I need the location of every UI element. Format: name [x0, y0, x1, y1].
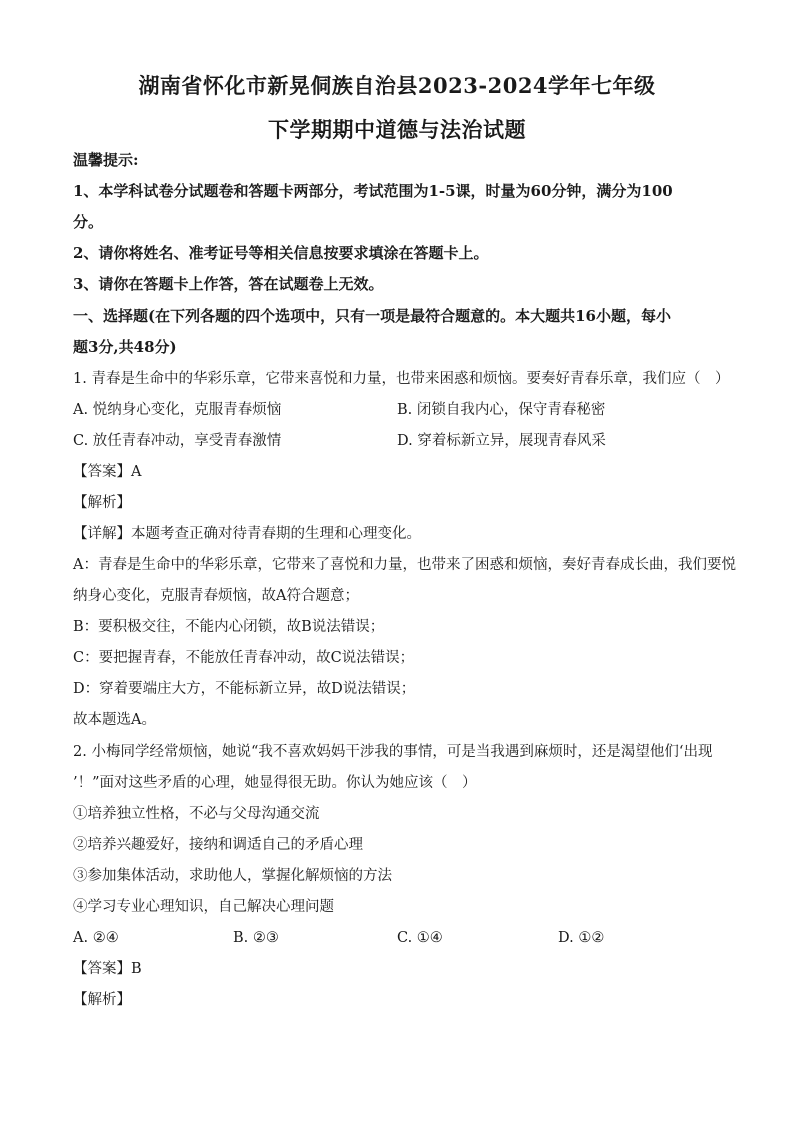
- q1-option-d: D. 穿着标新立异，展现青春风采: [397, 433, 606, 449]
- title-line-2: 下学期期中道德与法治试题: [268, 117, 526, 142]
- q1-explanation-c: C：要把握青春，不能放任青春冲动，故C说法错误；: [73, 650, 415, 666]
- q2-answer: 【答案】B: [73, 961, 142, 977]
- section-1-heading-a: 一、选择题(在下列各题的四个选项中，只有一项是最符合题意的。本大题共16小题，每小: [73, 307, 671, 325]
- q1-conclusion: 故本题选A。: [73, 712, 156, 728]
- q1-option-c: C. 放任青春冲动，享受青春激情: [73, 433, 282, 449]
- tip-2: 2、请你将姓名、准考证号等相关信息按要求填涂在答题卡上。: [73, 244, 489, 262]
- tip-1-line-a: 1、本学科试卷分试题卷和答题卡两部分，考试范围为1-5课，时量为60分钟，满分为100: [73, 182, 673, 200]
- tips-heading: 温馨提示:: [73, 151, 139, 169]
- q2-option-d: D. ①②: [558, 930, 605, 946]
- tip-3: 3、请你在答题卡上作答，答在试题卷上无效。: [73, 275, 384, 293]
- q1-explanation-a-2: 纳身心变化，克服青春烦恼，故A符合题意；: [73, 588, 359, 604]
- q1-option-b: B. 闭锁自我内心，保守青春秘密: [397, 402, 606, 418]
- q2-statement-2: ②培养兴趣爱好，接纳和调适自己的矛盾心理: [73, 837, 363, 853]
- q1-answer: 【答案】A: [73, 464, 142, 480]
- q2-option-a: A. ②④: [73, 930, 119, 946]
- q2-statement-1: ①培养独立性格，不必与父母沟通交流: [73, 806, 320, 822]
- q1-explanation-a-1: A：青春是生命中的华彩乐章，它带来了喜悦和力量，也带来了困惑和烦恼，奏好青春成长曲，我们要悦: [73, 557, 736, 573]
- q2-stem-b: ’！”面对这些矛盾的心理，她显得很无助。你认为她应该（ ）: [73, 775, 477, 791]
- tip-1-line-b: 分。: [73, 213, 104, 231]
- q2-statement-4: ④学习专业心理知识，自己解决心理问题: [73, 899, 334, 915]
- q2-statement-3: ③参加集体活动，求助他人，掌握化解烦恼的方法: [73, 868, 392, 884]
- section-1-heading-b: 题3分,共48分): [73, 338, 177, 356]
- q1-option-a: A. 悦纳身心变化，克服青春烦恼: [73, 402, 282, 418]
- q1-stem: 1. 青春是生命中的华彩乐章，它带来喜悦和力量，也带来困惑和烦恼。要奏好青春乐章，我们应（ ）: [73, 371, 730, 387]
- q1-detail: 【详解】本题考查正确对待青春期的生理和心理变化。: [73, 526, 421, 542]
- q2-option-b: B. ②③: [233, 930, 279, 946]
- q2-option-c: C. ①④: [397, 930, 443, 946]
- title-line-1: 湖南省怀化市新晃侗族自治县2023-2024学年七年级: [138, 73, 656, 98]
- q2-analysis: 【解析】: [73, 992, 131, 1008]
- q1-analysis: 【解析】: [73, 495, 131, 511]
- q1-explanation-b: B：要积极交往，不能内心闭锁，故B说法错误；: [73, 619, 385, 635]
- q2-stem-a: 2. 小梅同学经常烦恼，她说“我不喜欢妈妈干涉我的事情，可是当我遇到麻烦时，还是渴望他们‘出现: [73, 744, 713, 760]
- q1-explanation-d: D：穿着要端庄大方，不能标新立异，故D说法错误；: [73, 681, 416, 697]
